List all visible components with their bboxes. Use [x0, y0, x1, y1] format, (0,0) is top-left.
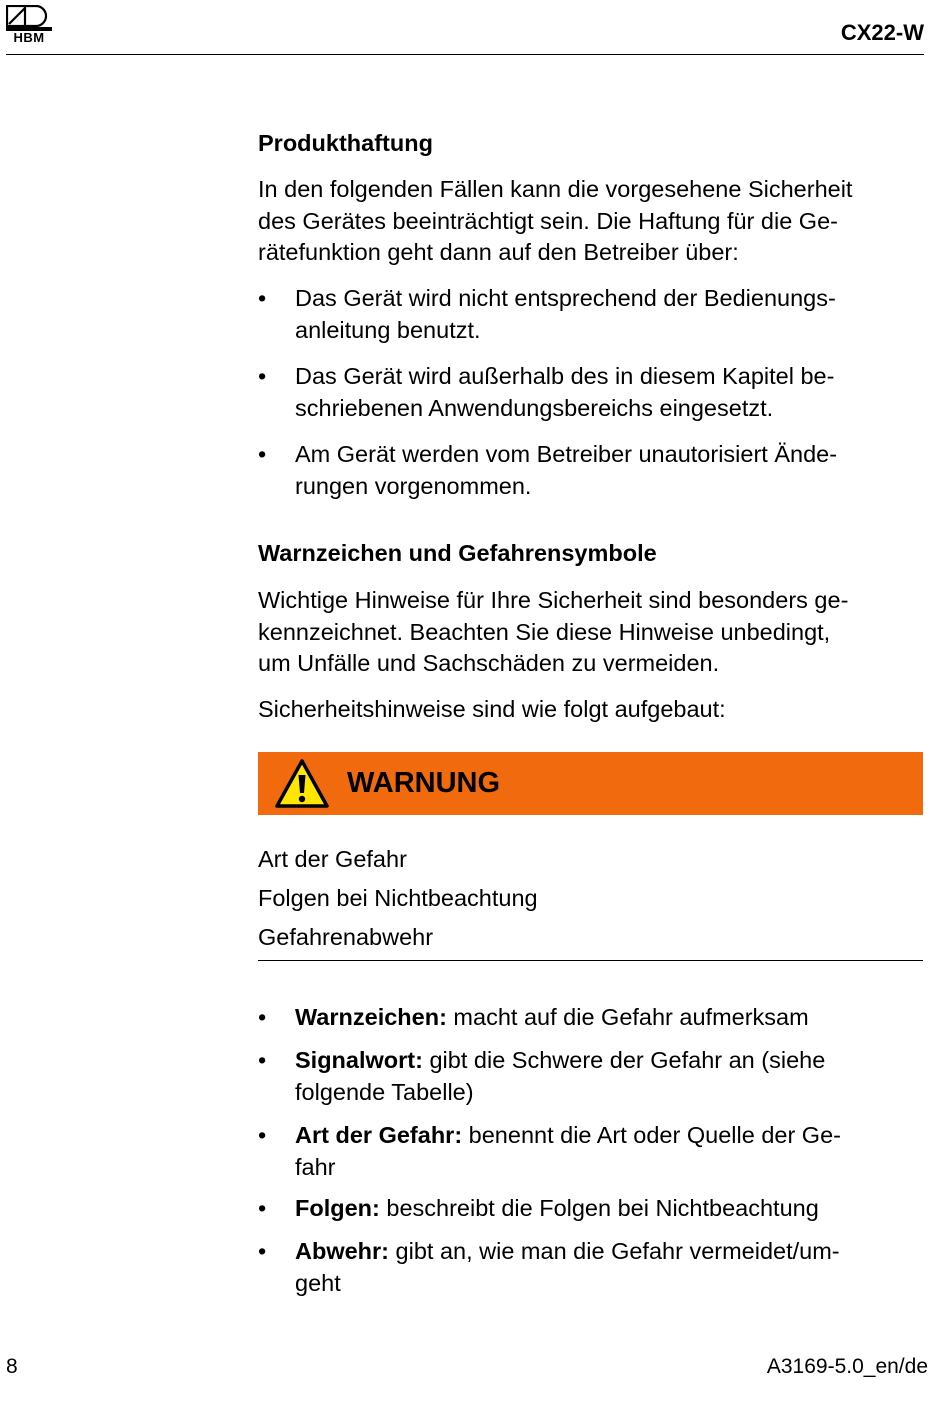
logo-text: HBM: [13, 30, 45, 43]
signal-word: WARNUNG: [347, 767, 501, 799]
term-description: macht auf die Gefahr aufmerksam: [446, 1004, 809, 1030]
document-title: CX22-W: [840, 20, 924, 45]
list-item-text: [295, 361, 834, 424]
bullet-glyph: •: [258, 1122, 267, 1148]
text-line: Das Gerät wird nicht entsprechend der Bedienungs-: [295, 285, 836, 311]
text-line: anleitung benutzt.: [295, 316, 481, 343]
hbm-logo: [6, 5, 52, 43]
term-description: gibt an, wie man die Gefahr vermeidet/um-: [389, 1238, 840, 1264]
warning-body: [258, 840, 926, 957]
warning-line-avoidance: Gefahrenabwehr: [258, 924, 434, 950]
list-item-text: [295, 439, 837, 502]
page-number: 8: [6, 1355, 18, 1378]
text-line: rätefunktion geht dann auf den Betreiber über:: [258, 239, 739, 265]
term-description: benennt die Art oder Quelle der Ge-: [462, 1122, 841, 1148]
bullet-glyph: •: [258, 441, 267, 467]
term-description: beschreibt die Folgen bei Nichtbeachtung: [379, 1195, 819, 1221]
header-divider: [6, 54, 924, 55]
list-item-text: [295, 1236, 840, 1299]
text-line: um Unfälle und Sachschäden zu vermeiden.: [258, 650, 720, 676]
text-line: fahr: [295, 1153, 336, 1180]
term-label: Signalwort:: [295, 1047, 423, 1073]
paragraph-structure: Sicherheitshinweise sind wie folgt aufgebaut:: [258, 696, 726, 722]
text-line: In den folgenden Fällen kann die vorgesehene Sicherheit: [258, 176, 853, 202]
bullet-glyph: •: [258, 1047, 267, 1073]
bullet-glyph: •: [258, 285, 267, 311]
paragraph-produkthaftung: [258, 174, 926, 269]
warning-triangle-icon: [274, 758, 330, 810]
term-label: Art der Gefahr:: [295, 1122, 463, 1148]
warning-line-hazard-type: Art der Gefahr: [258, 846, 407, 872]
warning-banner: [258, 752, 923, 815]
hbm-logo-icon: [6, 5, 52, 43]
bullet-glyph: •: [258, 1195, 267, 1221]
heading-warnzeichen: Warnzeichen und Gefahrensymbole: [258, 540, 657, 566]
text-line: rungen vorgenommen.: [295, 472, 532, 499]
term-label: Warnzeichen:: [295, 1004, 447, 1030]
list-item-text: [295, 283, 836, 346]
heading-produkthaftung: Produkthaftung: [258, 130, 433, 156]
list-item-text: [295, 1120, 841, 1183]
term-label: Abwehr:: [295, 1238, 389, 1264]
text-line: kennzeichnet. Beachten Sie diese Hinweise unbedingt,: [258, 618, 831, 645]
text-line: Das Gerät wird außerhalb des in diesem Kapitel be-: [295, 363, 835, 389]
paragraph-warnzeichen: [258, 585, 926, 680]
text-line: folgende Tabelle): [295, 1078, 474, 1105]
bullet-glyph: •: [258, 363, 267, 389]
list-item-text: [295, 1002, 809, 1034]
text-line: schriebenen Anwendungsbereichs eingesetzt.: [295, 394, 774, 421]
text-line: Am Gerät werden vom Betreiber unautorisiert Ände-: [295, 441, 838, 467]
warning-line-consequences: Folgen bei Nichtbeachtung: [258, 885, 538, 911]
term-label: Folgen:: [295, 1195, 380, 1221]
warning-divider: [258, 960, 923, 961]
document-id: A3169-5.0_en/de: [766, 1355, 928, 1378]
list-item-text: [295, 1193, 819, 1225]
text-line: Wichtige Hinweise für Ihre Sicherheit sind besonders ge-: [258, 587, 849, 613]
text-line: des Gerätes beeinträchtigt sein. Die Haftung für die Ge-: [258, 207, 838, 234]
bullet-glyph: •: [258, 1238, 267, 1264]
list-item-text: [295, 1045, 825, 1108]
bullet-glyph: •: [258, 1004, 267, 1030]
text-line: geht: [295, 1269, 341, 1296]
term-description: gibt die Schwere der Gefahr an (siehe: [422, 1047, 826, 1073]
